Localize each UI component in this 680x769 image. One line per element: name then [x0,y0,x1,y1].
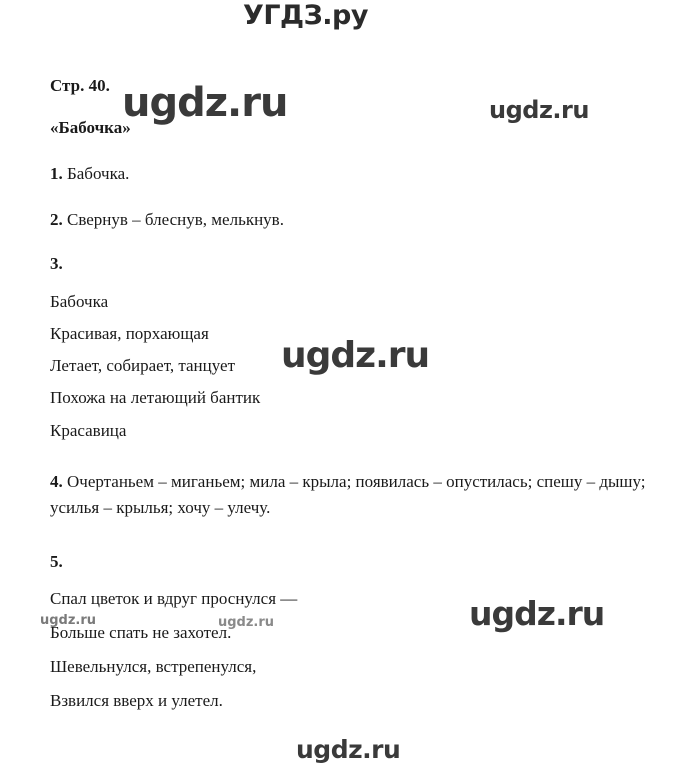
task-2-number: 2. [50,209,63,229]
spacer [50,447,650,469]
watermark-4: ugdz.ru [40,613,97,628]
task-5-number: 5. [50,552,63,572]
site-logo[interactable]: УГДЗ.ру [243,0,368,31]
task-5-line: Спал цветок и вдруг проснулся — [50,589,298,609]
watermark-1: ugdz.ru [122,80,288,126]
task-5-line: Шевельнулся, встрепенулся, [50,657,257,677]
task-3-line: Летает, собирает, танцует [50,356,235,376]
watermark-3: ugdz.ru [281,335,430,376]
task-2-text: Свернув – блеснув, мелькнув. [67,209,284,229]
task-3-line: Похожа на летающий бантик [50,388,261,408]
watermark-5: ugdz.ru [218,615,275,630]
task-4-text: Очертаньем – миганьем; мила – крыла; появилась – опустилась; спешу – дышу; усилья – крылья; хочу – улечу. [50,472,646,517]
task-3-number: 3. [50,253,63,273]
spacer [50,530,650,552]
task-3-line: Красавица [50,420,127,440]
watermark-7: ugdz.ru [296,735,401,764]
task-3-line: Бабочка [50,291,109,311]
document-title: «Бабочка» [50,118,131,137]
task-1-text: Бабочка. [67,164,130,183]
task-5-line: Взвился вверх и улетел. [50,691,223,711]
watermark-2: ugdz.ru [489,96,589,124]
task-4 [50,469,650,520]
task-4-number: 4. [50,472,63,492]
page-number-label: Стр. 40. [50,76,110,95]
task-5-line: Больше спать не захотел. [50,623,232,643]
task-3-line: Красивая, порхающая [50,323,209,343]
task-1 [50,162,650,186]
task-1-number: 1. [50,164,63,183]
task-2 [50,208,650,232]
watermark-6: ugdz.ru [469,594,605,633]
task-5 [50,552,650,718]
task-3 [50,254,650,447]
document-content [50,76,650,718]
